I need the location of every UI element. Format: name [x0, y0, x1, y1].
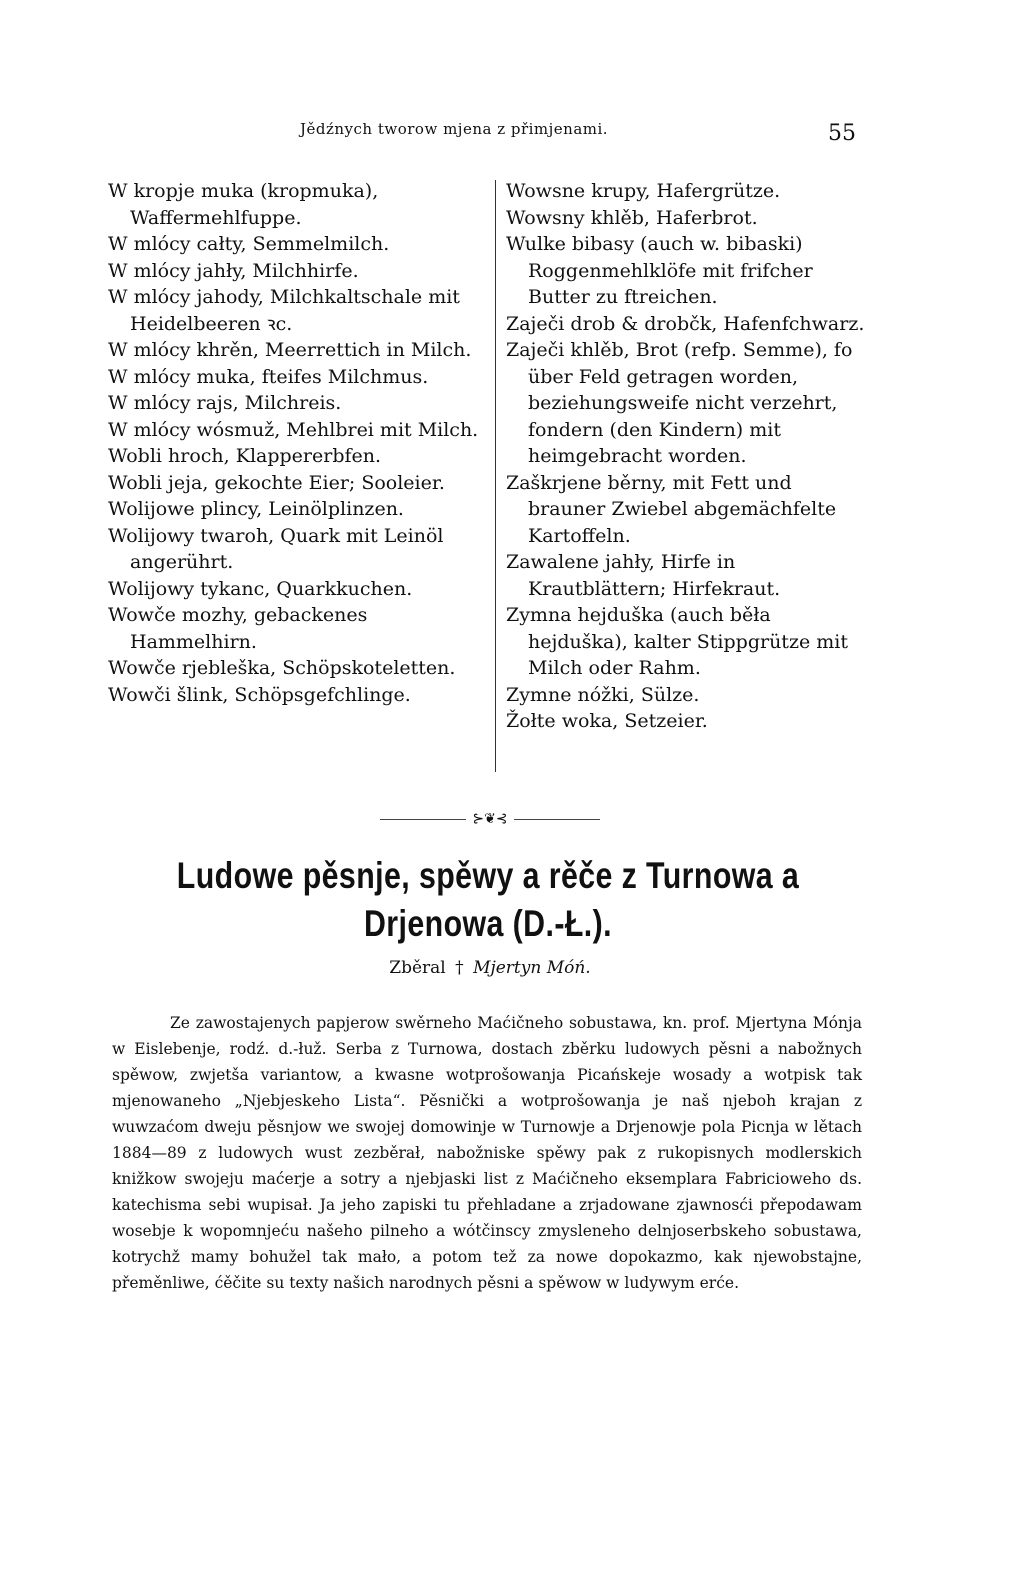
glossary-entry: W mlócy całty, Semmelmilch. — [108, 233, 390, 255]
glossary-entry: Wolijowe plincy, Leinölplinzen. — [108, 498, 404, 520]
glossary-entry: W mlócy muka, fteifes Milchmus. — [108, 365, 429, 388]
glossary-entry: Zawalene jahły, Hirfe in Krautblättern; Hirfekraut. — [506, 551, 781, 600]
glossary-entry: Wowče rjebleška, Schöpskoteletten. — [108, 657, 456, 679]
glossary-entry: W mlócy khrěn, Meerrettich in Milch. — [108, 339, 472, 361]
dagger-icon: † — [455, 958, 464, 978]
glossary-entry: W mlócy wósmuž, Mehlbrei mit Milch. — [108, 418, 479, 441]
glossary-entry: W kropje muka (kropmuka), Waffermehlfuppe. — [108, 180, 379, 229]
glossary-entry: Žołte woka, Setzeier. — [506, 710, 708, 732]
glossary-entry: W mlócy jahły, Milchhirfe. — [108, 259, 359, 282]
glossary-entry: W mlócy jahody, Milchkaltschale mit Heidelbeeren ꝛc. — [108, 286, 460, 335]
section-title: Ludowe pěsnje, spěwy a rěče z Turnowa a Drjenowa (D.-Ł.). — [176, 855, 800, 944]
glossary-entry: Wowče mozhy, gebackenes Hammelhirn. — [108, 604, 368, 653]
collector-prefix: Zběral — [389, 958, 446, 978]
glossary-entry: Wolijowy tykanc, Quarkkuchen. — [108, 577, 413, 600]
glossary-entry: Wowsny khlěb, Haferbrot. — [506, 206, 758, 229]
glossary-entry: Wolijowy twaroh, Quark mit Leinöl angerührt. — [108, 524, 444, 573]
glossary-entry: Wobli hroch, Klappererbfen. — [108, 445, 382, 467]
intro-paragraph: Ze zawostajenych papjerow swěrneho Maćičneho sobustawa, kn. prof. Mjertyna Mónja w Eislebenje, rodź. d.-łuž. Serba z Turnowa, dostach zběrku ludowych pěsni a nabožnych spěwow, zwjetša variantow, a kwasne wotprošowanja Picańskeje wosady a wotpisk tak mjenowaneho „Njebjeskeho Lista“. Pěsnički a wotprošowanja je naš njeboh krajan z wuwzaćom dweju pěsnjow we swojej domowinje w Turnowje a Drjenowje pola Picnja w lětach 1884—89 z ludowych wust zezběrał, nabožniske spěwy pak z rukopisnych modlerskich knižkow swojeju maćerje a sotry a njebjaski list z Maćičneho eksemplara Fabricioweho ds. katechisma sebi wupisał. Ja jeho zapiski tu přehladane a zrjadowane zjawnosći přepodawam wosebje k wopomnjeću našeho pilneho a wótčinscy zmysleneho delnjoserbskeho sobustawa, kotrychž mamy bohužel tak mało, a potom tež za nowe dopokazmo, kak njewobstajne, přeměnliwe, ćěčite su texty našich narodnych pěsni a spěwow w ludywym erće. — [112, 1014, 862, 1292]
fleuron-icon: ⊱❦⊰ — [472, 811, 508, 827]
glossary-entry: Zaječi khlěb, Brot (refp. Semme), fo über Feld getragen worden, beziehungsweife nicht verzehrt, fondern (den Kindern) mit heimgebracht worden. — [506, 339, 853, 467]
glossary-left-column — [108, 178, 488, 708]
glossary-right-column — [506, 178, 866, 735]
glossary-entry: W mlócy rajs, Milchreis. — [108, 392, 342, 414]
glossary-entry: Wowsne krupy, Hafergrütze. — [506, 180, 781, 202]
glossary-entry: Wobli jeja, gekochte Eier; Sooleier. — [108, 471, 445, 494]
glossary-entry: Wowči šlink, Schöpsgefchlinge. — [108, 683, 411, 706]
column-rule — [495, 180, 496, 772]
page-number: 55 — [828, 121, 856, 146]
ornament-line — [514, 819, 600, 820]
glossary-entry: Zaječi drob & drobčk, Hafenfchwarz. — [506, 312, 865, 335]
glossary-entry: Zaškrjene běrny, mit Fett und brauner Zwiebel abgemächfelte Kartoffeln. — [506, 471, 837, 547]
collector-name: Mjertyn Móń. — [473, 958, 591, 978]
ornament-line — [380, 819, 466, 820]
running-head: Jědźnych tworow mjena z přimjenami. — [300, 120, 609, 138]
intro-text — [112, 1010, 862, 1296]
collector-line — [300, 958, 680, 978]
glossary-entry: Zymne nóžki, Sülze. — [506, 683, 700, 706]
section-divider-ornament — [380, 812, 600, 826]
glossary-entry: Zymna hejduška (auch běła hejduška), kalter Stippgrütze mit Milch oder Rahm. — [506, 604, 848, 679]
glossary-entry: Wulke bibasy (auch w. bibaski) Roggenmehlklöfe mit frifcher Butter zu ftreichen. — [506, 233, 813, 308]
